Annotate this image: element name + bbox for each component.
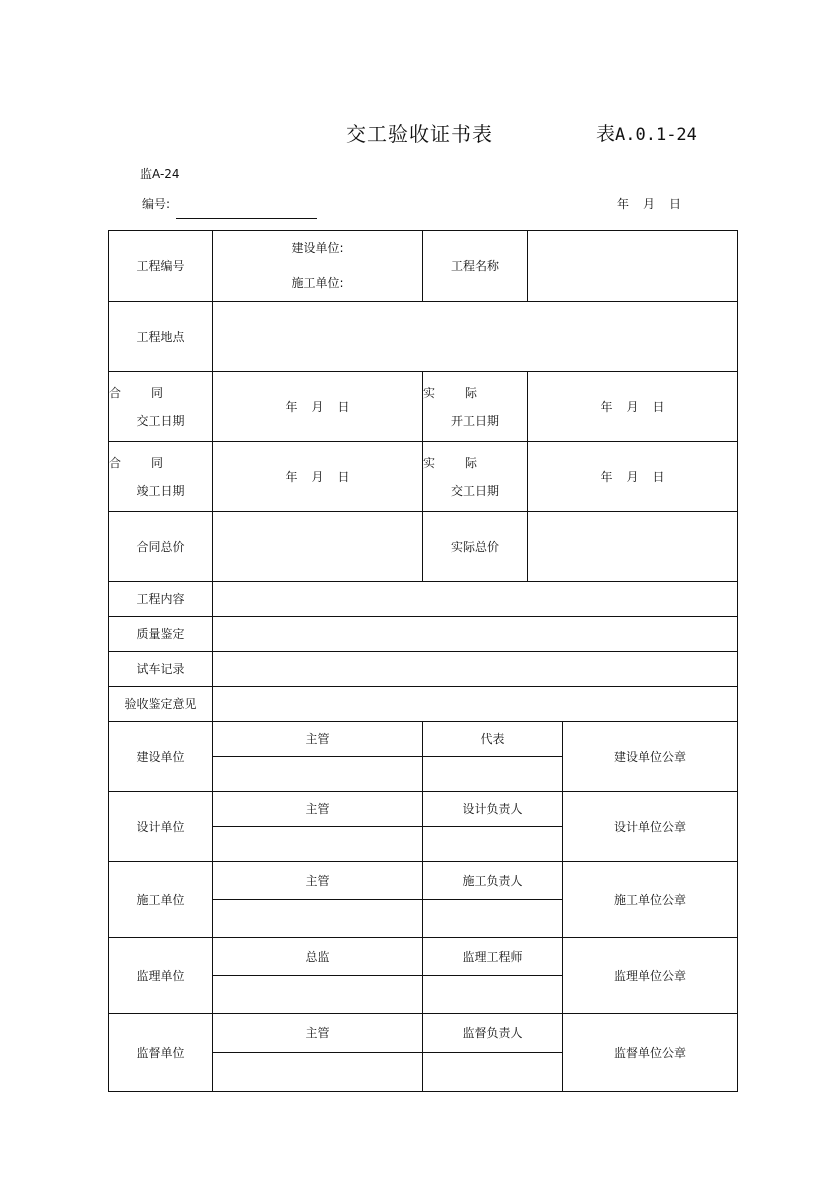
construction-role1-label: 主管 xyxy=(213,862,423,900)
client-role2-label: 代表 xyxy=(423,722,563,757)
table-row xyxy=(109,512,738,582)
label-line: 开工日期 xyxy=(451,413,500,428)
signature-row-supervision xyxy=(109,938,738,976)
contract-total-field[interactable] xyxy=(213,512,423,582)
design-role1-signature[interactable] xyxy=(213,827,423,862)
label-char: 实 xyxy=(423,455,436,470)
client-role1-signature[interactable] xyxy=(213,757,423,792)
date-year: 年 xyxy=(285,399,298,414)
label-char: 合 xyxy=(109,385,122,400)
table-row xyxy=(109,687,738,722)
oversight-seal: 监督单位公章 xyxy=(563,1014,738,1092)
design-role1-label: 主管 xyxy=(213,792,423,827)
date-year: 年 xyxy=(600,399,613,414)
number-field[interactable] xyxy=(176,218,317,219)
contractor-unit-label: 施工单位: xyxy=(291,276,344,290)
supervision-role2-signature[interactable] xyxy=(423,976,563,1014)
date-day: 日 xyxy=(337,469,350,484)
date-day: 日 xyxy=(337,399,350,414)
actual-start-label xyxy=(423,372,528,442)
project-no-label: 工程编号 xyxy=(109,231,213,302)
project-site-field[interactable] xyxy=(213,302,738,372)
signature-row-design xyxy=(109,792,738,827)
construction-unit-name: 施工单位 xyxy=(109,862,213,938)
oversight-role1-label: 主管 xyxy=(213,1014,423,1053)
label-line: 竣工日期 xyxy=(136,483,185,498)
header-date-day: 日 xyxy=(669,197,682,211)
label-char: 际 xyxy=(465,455,478,470)
date-year: 年 xyxy=(600,469,613,484)
trial-field[interactable] xyxy=(213,652,738,687)
label-char: 同 xyxy=(150,385,163,400)
oversight-unit-name: 监督单位 xyxy=(109,1014,213,1092)
supervision-role1-signature[interactable] xyxy=(213,976,423,1014)
date-month: 月 xyxy=(311,469,324,484)
client-role1-label: 主管 xyxy=(213,722,423,757)
supervision-unit-name: 监理单位 xyxy=(109,938,213,1014)
header-date-year: 年 xyxy=(617,197,630,211)
project-units-cell[interactable] xyxy=(213,231,423,302)
form-number-prefix: 表 xyxy=(596,123,616,145)
table-row xyxy=(109,582,738,617)
header-date-month: 月 xyxy=(643,197,656,211)
form-code: 监A-24 xyxy=(140,167,180,181)
contract-handover-date[interactable] xyxy=(213,372,423,442)
quality-label: 质量鉴定 xyxy=(109,617,213,652)
actual-total-field[interactable] xyxy=(528,512,738,582)
contract-completion-date[interactable] xyxy=(213,442,423,512)
date-month: 月 xyxy=(311,399,324,414)
label-line: 交工日期 xyxy=(136,413,185,428)
actual-total-label: 实际总价 xyxy=(423,512,528,582)
date-month: 月 xyxy=(626,469,639,484)
acceptance-form-table xyxy=(108,230,738,1092)
label-char: 实 xyxy=(423,385,436,400)
date-day: 日 xyxy=(652,469,665,484)
client-unit-name: 建设单位 xyxy=(109,722,213,792)
date-day: 日 xyxy=(652,399,665,414)
project-name-label: 工程名称 xyxy=(423,231,528,302)
signature-row-oversight xyxy=(109,1014,738,1053)
trial-label: 试车记录 xyxy=(109,652,213,687)
construction-role2-signature[interactable] xyxy=(423,900,563,938)
construction-role1-signature[interactable] xyxy=(213,900,423,938)
signature-row-client xyxy=(109,722,738,757)
project-site-label: 工程地点 xyxy=(109,302,213,372)
actual-handover-date[interactable] xyxy=(528,442,738,512)
opinion-label: 验收鉴定意见 xyxy=(109,687,213,722)
table-row xyxy=(109,617,738,652)
content-label: 工程内容 xyxy=(109,582,213,617)
contract-completion-label xyxy=(109,442,213,512)
label-char: 同 xyxy=(150,455,163,470)
supervision-seal: 监理单位公章 xyxy=(563,938,738,1014)
signature-row-construction xyxy=(109,862,738,900)
table-row xyxy=(109,302,738,372)
quality-field[interactable] xyxy=(213,617,738,652)
table-row xyxy=(109,372,738,442)
construction-role2-label: 施工负责人 xyxy=(423,862,563,900)
number-label: 编号: xyxy=(142,197,171,211)
design-role2-signature[interactable] xyxy=(423,827,563,862)
contract-total-label: 合同总价 xyxy=(109,512,213,582)
table-row xyxy=(109,231,738,302)
oversight-role2-signature[interactable] xyxy=(423,1053,563,1092)
client-seal: 建设单位公章 xyxy=(563,722,738,792)
date-year: 年 xyxy=(285,469,298,484)
construction-seal: 施工单位公章 xyxy=(563,862,738,938)
table-row xyxy=(109,442,738,512)
design-seal: 设计单位公章 xyxy=(563,792,738,862)
table-row xyxy=(109,652,738,687)
label-line: 交工日期 xyxy=(451,483,500,498)
form-number xyxy=(596,119,697,146)
content-field[interactable] xyxy=(213,582,738,617)
client-unit-label: 建设单位: xyxy=(291,241,344,255)
actual-handover-label xyxy=(423,442,528,512)
oversight-role2-label: 监督负责人 xyxy=(423,1014,563,1053)
date-month: 月 xyxy=(626,399,639,414)
opinion-field[interactable] xyxy=(213,687,738,722)
design-unit-name: 设计单位 xyxy=(109,792,213,862)
oversight-role1-signature[interactable] xyxy=(213,1053,423,1092)
form-title: 交工验收证书表 xyxy=(346,122,493,146)
client-role2-signature[interactable] xyxy=(423,757,563,792)
contract-handover-label xyxy=(109,372,213,442)
form-number-code: A.0.1-24 xyxy=(615,125,697,145)
label-char: 合 xyxy=(109,455,122,470)
supervision-role1-label: 总监 xyxy=(213,938,423,976)
design-role2-label: 设计负责人 xyxy=(423,792,563,827)
supervision-role2-label: 监理工程师 xyxy=(423,938,563,976)
header-date[interactable] xyxy=(617,195,681,212)
actual-start-date[interactable] xyxy=(528,372,738,442)
label-char: 际 xyxy=(465,385,478,400)
project-name-field[interactable] xyxy=(528,231,738,302)
